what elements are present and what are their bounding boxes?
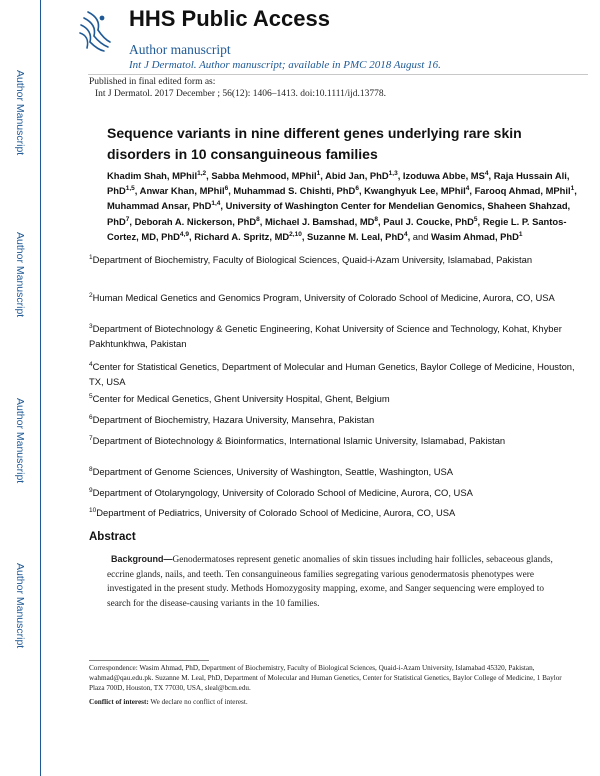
affiliation-item: [89, 434, 585, 449]
affiliation-item: [89, 486, 585, 501]
affiliation-number: 9: [89, 486, 93, 494]
author-name: [211, 170, 320, 181]
author-name-text: Muhammad Ansar, PhD: [107, 200, 212, 212]
conflict-text: We declare no conflict of interest.: [150, 698, 248, 706]
header-divider: [88, 74, 588, 75]
footnote-divider: [89, 660, 209, 661]
author-name: [107, 170, 206, 181]
author-manuscript-label: Author manuscript: [129, 42, 231, 57]
affiliation-text: Department of Genome Sciences, University of Washington, Seattle, Washington, USA: [92, 466, 454, 477]
affiliation-number: 8: [89, 465, 93, 473]
author-affiliation-marker: 6: [224, 185, 229, 193]
affiliation-text: Center for Medical Genetics, Ghent University Hospital, Ghent, Belgium: [92, 393, 390, 404]
affiliation-text: Human Medical Genetics and Genomics Program, University of Colorado School of Medicine, Aurora, CO, USA: [92, 292, 555, 303]
citation-line: Int J Dermatol. 2017 December ; 56(12): 1406–1413. doi:10.1111/ijd.13778.: [95, 89, 387, 99]
author-name-text: Regie L. P. Santos-Cortez, MD, PhD: [107, 215, 567, 242]
author-name-text: Shaheen Shahzad, PhD: [107, 200, 571, 227]
author-name-text: Paul J. Coucke, PhD: [383, 215, 474, 227]
author-affiliation-marker: 4,9: [179, 230, 189, 238]
author-affiliation-marker: 2,10: [289, 230, 302, 238]
author-name-text: Izoduwa Abbe, MS: [402, 170, 485, 181]
author-name-text: Michael J. Bamshad, MD: [265, 215, 375, 227]
author-affiliation-marker: 8: [374, 215, 379, 223]
author-affiliation-marker: 5: [473, 215, 478, 223]
author-affiliation-marker: 4: [465, 185, 470, 193]
abstract-heading: Abstract: [89, 531, 136, 543]
author-affiliation-marker: 4: [484, 169, 489, 177]
conflict-of-interest: [89, 698, 248, 706]
author-affiliation-marker: 4: [403, 230, 408, 238]
abstract-background: [107, 552, 557, 611]
author-affiliation-marker: 1: [316, 169, 321, 177]
author-affiliation-marker: 1,3: [388, 169, 398, 177]
journal-availability: [129, 59, 441, 71]
author-name: [307, 231, 408, 242]
author-name-text: Richard A. Spritz, MD: [194, 230, 290, 242]
affiliation-number: 5: [89, 392, 93, 400]
author-affiliation-marker: 7: [125, 215, 130, 223]
affiliation-number: 6: [89, 413, 93, 421]
affiliation-number: 4: [89, 360, 93, 368]
sidebar-label: Author Manuscript: [14, 232, 26, 318]
author-affiliation-marker: 6: [355, 185, 359, 193]
author-affiliation-marker: 1,5: [125, 185, 135, 193]
affiliation-item: [89, 506, 585, 521]
affiliation-text: Department of Biotechnology & Genetic Engineering, Kohat University of Science and Technology, Kohat, Khyber Pakhtunkhwa, Pakistan: [89, 323, 562, 349]
hhs-title: HHS Public Access: [129, 6, 330, 31]
author-name-text: Raja Hussain Ali, PhD: [107, 170, 570, 197]
author-name: [403, 170, 489, 181]
journal-availability-text: Int J Dermatol. Author manuscript; available in PMC 2018 August 16.: [129, 59, 441, 71]
abstract-background-text: Genodermatoses represent genetic anomalies of skin tissues including hair follicles, sebaceous glands, eccrine glands, nails, and teeth. Ten consanguineous families segregating various genodermatosis phenotypes were investigated in the present study. Methods Homozygosity mapping, exome, and Sanger sequencing were employed to search for the disease-causing variants in the 10 families.: [107, 555, 553, 609]
manuscript-sidebar: [0, 0, 41, 776]
published-note: Published in final edited form as:: [89, 77, 216, 87]
author-name: [140, 185, 229, 196]
author-name: [226, 200, 482, 211]
affiliation-item: [89, 392, 585, 407]
author-affiliation-marker: 1,4: [211, 200, 221, 208]
author-name: [194, 231, 302, 242]
affiliation-number: 3: [89, 322, 93, 330]
affiliation-text: Department of Biochemistry, Faculty of Biological Sciences, Quaid-i-Azam University, Islamabad, Pakistan: [92, 254, 533, 265]
author-name-text: Deborah A. Nickerson, PhD: [134, 215, 257, 227]
author-name: [364, 185, 469, 196]
author-affiliation-marker: 1: [518, 230, 523, 238]
author-name: [325, 170, 398, 181]
sidebar-label: Author Manuscript: [14, 563, 26, 649]
author-name: [475, 185, 575, 196]
author-name-text: Khadim Shah, MPhil: [107, 170, 198, 181]
author-name: [107, 200, 220, 211]
author-name: [135, 216, 260, 227]
author-name-text: Anwar Khan, MPhil: [139, 185, 225, 197]
abstract-background-label: Background—: [111, 554, 173, 564]
affiliation-number: 1: [89, 253, 93, 261]
author-name: [431, 231, 522, 242]
affiliation-item: [89, 360, 585, 390]
article-title: [107, 123, 577, 165]
affiliation-text: Department of Biochemistry, Hazara University, Mansehra, Pakistan: [92, 414, 375, 425]
affiliation-number: 10: [89, 506, 97, 514]
author-name: [383, 216, 477, 227]
author-name: [265, 216, 378, 227]
author-name: [233, 185, 359, 196]
author-name-text: Farooq Ahmad, MPhil: [474, 185, 571, 197]
author-affiliation-marker: 1,2: [197, 169, 207, 177]
author-name-text: Kwanghyuk Lee, MPhil: [364, 185, 466, 197]
affiliation-item: [89, 413, 585, 428]
author-name-text: Sabba Mehmood, MPhil: [211, 170, 317, 181]
author-name-text: University of Washington Center for Mendelian Genomics: [225, 200, 483, 212]
sidebar-label: Author Manuscript: [14, 70, 26, 156]
affiliation-text: Department of Biotechnology & Bioinformatics, International Islamic University, Islamabad, Pakistan: [92, 435, 506, 446]
affiliation-item: [89, 291, 585, 306]
affiliation-item: [89, 465, 585, 480]
author-affiliation-marker: 8: [256, 215, 260, 223]
author-name-text: Wasim Ahmad, PhD: [431, 230, 519, 242]
author-and: and: [412, 230, 429, 242]
title-line-2: disorders in 10 consanguineous families: [107, 146, 378, 162]
affiliation-number: 2: [89, 291, 93, 299]
author-list: Khadim Shah, MPhil$^{1,2}$, Sabba Mehmood, MPhil$^1$, Abid Jan, PhD$^{1,3}$, Izoduwa Abbe, $MS^4$, Raja Hussain Ali, PhD$^{1,5}$, Anwar Khan, MPhil$^6$, Muhammad S. Chishti, PhD$^6$, Kwanghyuk Lee, MPhil$^4$, Farooq Ahmad, MPhil$^1$, Muhammad Ansar, PhD$^{1,4}$, University of Washington Center for Mendelian Genomics, Shaheen Shahzad, PhD$^7$, Deborah A. Nickerson, PhD$^8$, Michael J. Bamshad, $MD^8$, Paul J. Coucke, PhD$^5$, Regie L. P. Santos-Cortez, MD, PhD$^{4,9}$, Richard A. Spritz, MD$^{2,10}$, Suzanne M. Leal, PhD$^4$, and Wasim Ahmad, PhD$^1$: [107, 169, 577, 242]
author-name-text: Suzanne M. Leal, PhD: [307, 230, 404, 242]
author-name-text: Muhammad S. Chishti, PhD: [233, 185, 356, 197]
affiliation-item: [89, 322, 585, 352]
title-line-1: Sequence variants in nine different genes underlying rare skin: [107, 125, 522, 141]
affiliation-text: Department of Otolaryngology, University of Colorado School of Medicine, Aurora, CO, USA: [92, 487, 473, 498]
hhs-eagle-logo: [78, 8, 112, 54]
affiliation-number: 7: [89, 434, 93, 442]
affiliation-text: Center for Statistical Genetics, Department of Molecular and Human Genetics, Baylor College of Medicine, Houston, TX, USA: [89, 361, 575, 387]
author-affiliation-marker: 1: [570, 185, 575, 193]
affiliation-text: Department of Pediatrics, University of Colorado School of Medicine, Aurora, CO, USA: [96, 507, 456, 518]
affiliation-item: [89, 253, 585, 268]
author-name-text: Abid Jan, PhD: [325, 170, 389, 181]
conflict-label: Conflict of interest:: [89, 698, 149, 706]
correspondence-note: Correspondence: Wasim Ahmad, PhD, Department of Biochemistry, Faculty of Biological Sciences, Quaid-i-Azam University, Islamabad 45320, Pakistan, wahmad@qau.edu.pk. Suzanne M. Leal, PhD, Department of Molecular and Human Genetics, Center for Statistical Genetics, Baylor College of Medicine, 1 Baylor Plaza 700D, Houston, TX 77030, USA, sleal@bcm.edu.: [89, 664, 562, 692]
sidebar-label: Author Manuscript: [14, 398, 26, 484]
